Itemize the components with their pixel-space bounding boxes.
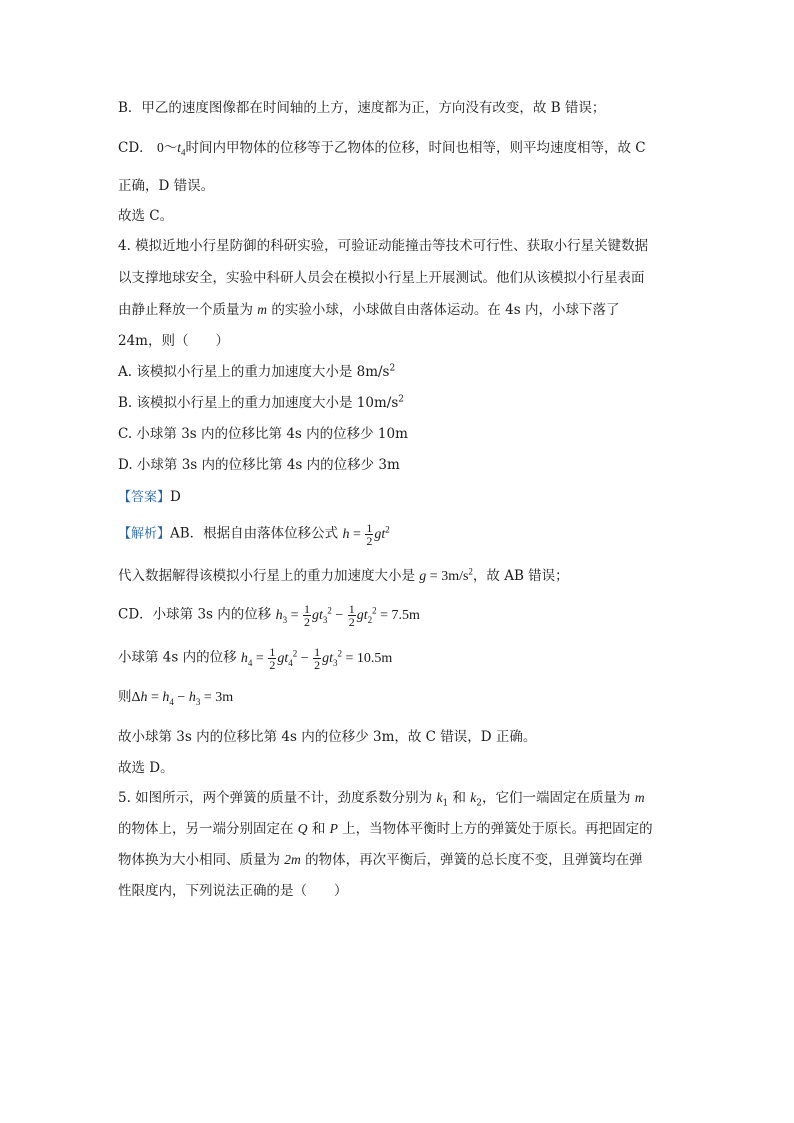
q5-line-3b: 的物体，再次平衡后，弹簧的总长度不变，且弹簧均在弹 [300,852,643,868]
analysis-tag: 【解析】 [118,526,171,542]
analysis-ab-text: AB．根据自由落体位移公式 [170,525,339,542]
frac-den-3: 2 [303,615,310,629]
gt3-b: gt [322,650,333,666]
q4-line-4: 24m，则（ ） [118,333,229,349]
cd-prefix: CD． [118,140,153,156]
answer-line [118,487,181,508]
var-g: g [419,569,427,584]
q4-option-c: C. 小球第 3s 内的位移比第 4s 内的位移少 10m [118,426,408,442]
frac-den-2: 2 [348,615,355,629]
text-line-cd [118,138,646,158]
analysis-delta-line [118,687,233,708]
var-m: m [257,302,268,317]
delta-symbol: Δ [131,690,141,705]
gt2: gt [356,607,368,623]
k1-sub: 1 [442,798,449,809]
fraction-half-2 [348,603,356,628]
analysis-cd-text: CD．小球第 3s 内的位移 [118,606,272,623]
g-value [419,566,473,584]
delta-result: = 3m [200,690,234,705]
formula-eq: = [349,526,365,542]
q5-line-1b: ，它们一端固定在质量为 [482,790,635,806]
rhs-h3: h [188,690,196,705]
analysis-line-2 [118,566,569,587]
q5-line-3 [118,850,643,870]
frac-num: 1 [366,521,373,535]
var-t: t [177,140,181,155]
formula-h3: $h_3$ = $\frac{1}{2}$ $gt_3^2$ − $\frac{1}{2}$ $gt_2^2 = 7.5m$ [275,602,420,629]
fraction-half [365,522,373,547]
q4-option-b [118,393,404,413]
result-h3: = 7.5m [376,607,420,623]
h4-sub: 4 [247,657,253,668]
frac-den-4b: 2 [314,658,321,672]
g-val: = 3m/s [426,569,469,584]
delta-eq: = [147,690,163,705]
t3-sub-b: 3 [333,657,338,668]
rhs-h3-sub: 3 [195,696,201,707]
var-h3: h [275,607,283,623]
frac-num-4b: 1 [314,645,321,659]
text-choose-c: 故选 C。 [118,208,174,224]
q4-line-1: 4. 模拟近地小行星防御的科研实验，可验证动能撞击等技术可行性、获取小行星关键数据 [118,238,649,254]
formula-sup: 2 [385,524,390,535]
formula-h4: $h_4$ = $\frac{1}{2}$ $gt_4^2$ − $\frac{1}{2}$ $gt_3^2 = 10.5m$ [240,645,393,672]
formula-delta: $\Delta h = h_4 - h_3 = 3m$ [131,690,234,707]
var-Q: Q [297,821,308,836]
frac-den-4a: 2 [269,658,276,672]
var-m-q5: m [634,790,645,805]
result-h4: = 10.5m [342,650,393,666]
q4-option-a [118,362,395,382]
then-text: 则 [118,689,132,705]
rhs-h4-sub: 4 [169,696,174,707]
q4-option-d: D. 小球第 3s 内的位移比第 4s 内的位移少 3m [118,457,400,473]
var-k1: k [436,790,443,805]
q5-line-1 [118,788,645,808]
answer-tag: 【答案】 [118,490,171,505]
frac-num-4a: 1 [269,645,276,659]
t4-sub: 4 [288,657,293,668]
formula-free-fall [342,521,390,548]
t3-sub: 3 [322,614,328,625]
gt4: gt [277,650,289,666]
formula-h: h [342,526,350,542]
t-subscript: 4 [180,147,186,158]
frac-num-3: 1 [303,602,310,616]
analysis-line-2a: 代入数据解得该模拟小行星上的重力加速度大小是 [118,568,415,584]
var-P: P [329,821,338,836]
formula-gt: gt [374,526,386,542]
t2-sub: 2 [367,614,373,625]
analysis-cd-line [118,603,420,628]
analysis-choose-d: 故选 D。 [118,760,174,776]
fraction-half-4b [313,646,321,671]
q5-line-2 [118,819,653,839]
answer-value: D [170,489,181,505]
q5-line-3a: 物体换为大小相同、质量为 [118,852,285,868]
q5-and: 和 [448,790,471,806]
q4-line-3b: 的实验小球，小球做自由落体运动。在 4s 内，小球下落了 [271,302,620,318]
gt3: gt [311,607,323,623]
k2-sub: 2 [476,798,483,809]
g-sup: 2 [468,566,473,577]
q5-line-1a: 5. 如图所示，两个弹簧的质量不计，劲度系数分别为 [118,790,437,806]
q5-and-2: 和 [307,821,330,837]
q4-line-3a: 由静止释放一个质量为 [118,302,253,318]
cd-text: 时间内甲物体的位移等于乙物体的位移，时间也相等，则平均速度相等，故 C [185,140,646,156]
rhs-h4: h [162,690,170,705]
frac-den: 2 [366,534,373,548]
h3-sub: 3 [282,614,288,625]
analysis-h4-text: 小球第 4s 内的位移 [118,649,237,666]
analysis-line-2b: ，故 AB 错误； [472,568,569,584]
frac-num-2: 1 [348,602,355,616]
q5-line-4: 性限度内，下列说法正确的是（ ） [118,883,348,899]
analysis-h4-line [118,646,392,671]
analysis-conclusion: 故小球第 3s 内的位移比第 4s 内的位移少 3m，故 C 错误，D 正确。 [118,729,537,745]
q5-line-2b: 上，当物体平衡时上方的弹簧处于原长。再把固定的 [337,821,653,837]
fraction-half-4a [268,646,276,671]
text-line-cd2: 正确，D 错误。 [118,178,215,194]
option-a-sup: 2 [389,363,396,374]
analysis-ab-line [118,522,390,547]
range-start: 0～ [156,140,178,155]
q4-line-3 [118,300,619,320]
q4-line-2: 以支撑地球安全，实验中科研人员会在模拟小行星上开展测试。他们从该模拟小行星表面 [118,270,645,286]
var-h4: h [240,650,248,666]
option-b-sup: 2 [398,394,404,405]
option-a-text: A. 该模拟小行星上的重力加速度大小是 8m/s [118,364,390,380]
fraction-half-3 [303,603,311,628]
option-b-text: B. 该模拟小行星上的重力加速度大小是 10m/s [118,395,399,411]
var-2m: 2m [284,852,301,867]
text-line-b: B．甲乙的速度图像都在时间轴的上方，速度都为正，方向没有改变，故 B 错误； [118,100,606,116]
q5-line-2a: 的物体上，另一端分别固定在 [118,821,298,837]
var-k2: k [470,790,477,805]
delta-h: h [140,690,148,705]
